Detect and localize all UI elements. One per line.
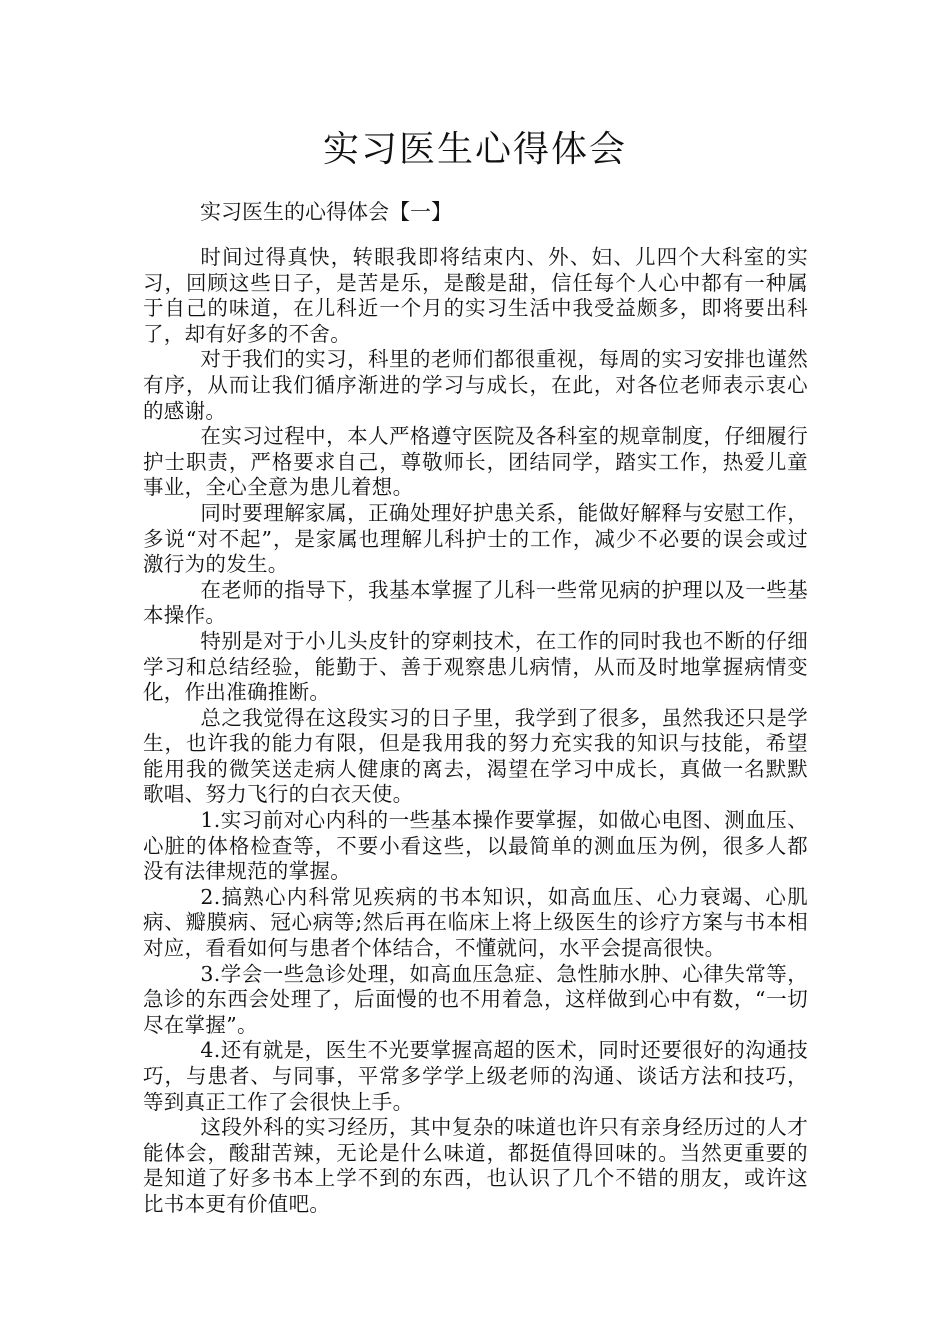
list-item-1: 1.实习前对心内科的一些基本操作要掌握，如做心电图、测血压、心脏的体格检查等，不要小看这些，以最简单的测血压为例，很多人都没有法律规范的掌握。 xyxy=(143,808,808,884)
paragraph: 这段外科的实习经历，其中复杂的味道也许只有亲身经历过的人才能体会，酸甜苦辣，无论是什么味道，都挺值得回味的。当然更重要的是知道了好多书本上学不到的东西，也认识了几个不错的朋友，或许这比书本更有价值吧。 xyxy=(143,1115,808,1216)
document-subtitle: 实习医生的心得体会【一】 xyxy=(200,200,452,224)
paragraph: 总之我觉得在这段实习的日子里，我学到了很多，虽然我还只是学生，也许我的能力有限，但是我用我的努力充实我的知识与技能，希望能用我的微笑送走病人健康的离去，渴望在学习中成长，真做一名默默歌唱、努力飞行的白衣天使。 xyxy=(143,705,808,807)
list-item-4: 4.还有就是，医生不光要掌握高超的医术，同时还要很好的沟通技巧，与患者、与同事，平常多学学上级老师的沟通、谈话方法和技巧，等到真正工作了会很快上手。 xyxy=(143,1038,808,1114)
document-body xyxy=(143,245,808,1218)
paragraph: 特别是对于小儿头皮针的穿刺技术，在工作的同时我也不断的仔细学习和总结经验，能勤于、善于观察患儿病情，从而及时地掌握病情变化，作出准确推断。 xyxy=(143,628,808,705)
document-title: 实习医生心得体会 xyxy=(322,129,627,170)
paragraph: 在实习过程中，本人严格遵守医院及各科室的规章制度，仔细履行护士职责，严格要求自己，尊敬师长，团结同学，踏实工作，热爱儿童事业，全心全意为患儿着想。 xyxy=(143,424,808,500)
paragraph: 时间过得真快，转眼我即将结束内、外、妇、儿四个大科室的实习，回顾这些日子，是苦是乐，是酸是甜，信任每个人心中都有一种属于自己的味道，在儿科近一个月的实习生活中我受益颇多，即将要出科了，却有好多的不舍。 xyxy=(143,245,808,346)
list-item-3: 3.学会一些急诊处理，如高血压急症、急性肺水肿、心律失常等，急诊的东西会处理了，后面慢的也不用着急，这样做到心中有数，“一切尽在掌握”。 xyxy=(143,961,808,1037)
paragraph: 对于我们的实习，科里的老师们都很重视，每周的实习安排也谨然有序，从而让我们循序渐进的学习与成长，在此，对各位老师表示衷心的感谢。 xyxy=(143,347,808,423)
paragraph: 在老师的指导下，我基本掌握了儿科一些常见病的护理以及一些基本操作。 xyxy=(143,577,808,628)
list-item-2: 2.搞熟心内科常见疾病的书本知识，如高血压、心力衰竭、心肌病、瓣膜病、冠心病等;然后再在临床上将上级医生的诊疗方案与书本相对应，看看如何与患者个体结合，不懂就问，水平会提高很快。 xyxy=(143,884,808,961)
paragraph: 同时要理解家属，正确处理好护患关系，能做好解释与安慰工作，多说“对不起”，是家属也理解儿科护士的工作，减少不必要的误会或过激行为的发生。 xyxy=(143,500,808,577)
